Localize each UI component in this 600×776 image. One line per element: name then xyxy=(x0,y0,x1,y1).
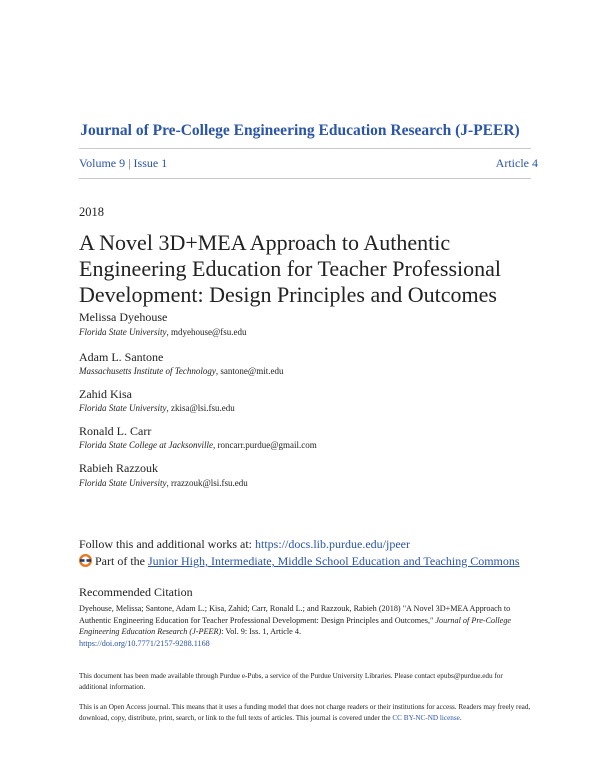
divider-bottom xyxy=(79,178,531,179)
divider-top xyxy=(79,148,531,149)
author-name: Adam L. Santone xyxy=(79,350,164,364)
author-institution: Florida State College at Jacksonville xyxy=(79,440,213,450)
availability-notice: This document has been made available through Purdue e-Pubs, a service of the Purdue University Libraries. Please contact epubs@purdue.edu for additional information. xyxy=(79,672,503,691)
volume-issue xyxy=(79,156,167,171)
author-name: Melissa Dyehouse xyxy=(79,310,168,324)
issue-link[interactable]: Issue 1 xyxy=(133,156,168,170)
author-email[interactable]: , santone@mit.edu xyxy=(215,366,284,376)
author-institution: Florida State University xyxy=(79,478,167,488)
repository-link[interactable]: https://docs.lib.purdue.edu/jpeer xyxy=(255,537,410,551)
part-of-text: Part of the xyxy=(95,554,148,568)
publication-year: 2018 xyxy=(79,205,104,219)
open-access-text: This is an Open Access journal. This means that it uses a funding model that does not charge readers or their institutions for access. Readers may freely read, download, copy, distribute, print, search, or link to the full texts of articles. This journal is covered under the xyxy=(79,703,531,722)
author-affiliation xyxy=(79,440,317,450)
author-affiliation xyxy=(79,478,248,488)
volume-separator: | xyxy=(128,156,131,170)
open-access-icon xyxy=(79,554,92,567)
follow-text: Follow this and additional works at: xyxy=(79,537,255,551)
author-institution: Florida State University xyxy=(79,327,167,337)
part-of-line xyxy=(79,554,520,569)
open-access-notice xyxy=(79,702,531,723)
author-affiliation xyxy=(79,327,247,337)
volume-link[interactable]: Volume 9 xyxy=(79,156,126,170)
author-name: Rabieh Razzouk xyxy=(79,461,158,475)
paper-title: A Novel 3D+MEA Approach to Authentic Engineering Education for Teacher Professional Development: Design Principles and Outcomes xyxy=(79,230,502,307)
follow-line xyxy=(79,537,410,552)
article-link[interactable]: Article 4 xyxy=(495,156,538,170)
license-end: . xyxy=(459,713,462,722)
author-institution: Florida State University xyxy=(79,403,167,413)
author-name: Zahid Kisa xyxy=(79,387,132,401)
commons-link[interactable]: Junior High, Intermediate, Middle School Education and Teaching Commons xyxy=(148,554,520,568)
author-institution: Massachusetts Institute of Technology xyxy=(79,366,216,376)
journal-title[interactable]: Journal of Pre-College Engineering Education Research (J-PEER) xyxy=(80,122,520,139)
recommended-citation-heading: Recommended Citation xyxy=(79,585,193,599)
author-email[interactable]: , zkisa@lsi.fsu.edu xyxy=(166,403,235,413)
author-affiliation xyxy=(79,366,283,376)
citation-journal: Journal of Pre-College Engineering Education Research (J-PEER) xyxy=(79,615,512,636)
author-affiliation xyxy=(79,403,235,413)
citation-text: Dyehouse, Melissa; Santone, Adam L.; Kisa, Zahid; Carr, Ronald L.; and Razzouk, Rabieh (2018) "A Novel 3D+MEA Approach to Authentic Engineering Education for Teacher Professional Development: Design Principles and Outcomes," xyxy=(79,604,511,625)
doi-link[interactable]: https://doi.org/10.7771/2157-9288.1168 xyxy=(79,638,210,648)
author-name: Ronald L. Carr xyxy=(79,424,152,438)
author-email[interactable]: , mdyehouse@fsu.edu xyxy=(166,327,247,337)
author-email[interactable]: , rrazzouk@lsi.fsu.edu xyxy=(166,478,248,488)
recommended-citation xyxy=(79,603,531,649)
citation-volume: : Vol. 9: Iss. 1, Article 4. xyxy=(221,627,302,636)
license-link[interactable]: CC BY-NC-ND license xyxy=(392,713,460,722)
author-email[interactable]: , roncarr.purdue@gmail.com xyxy=(212,440,317,450)
